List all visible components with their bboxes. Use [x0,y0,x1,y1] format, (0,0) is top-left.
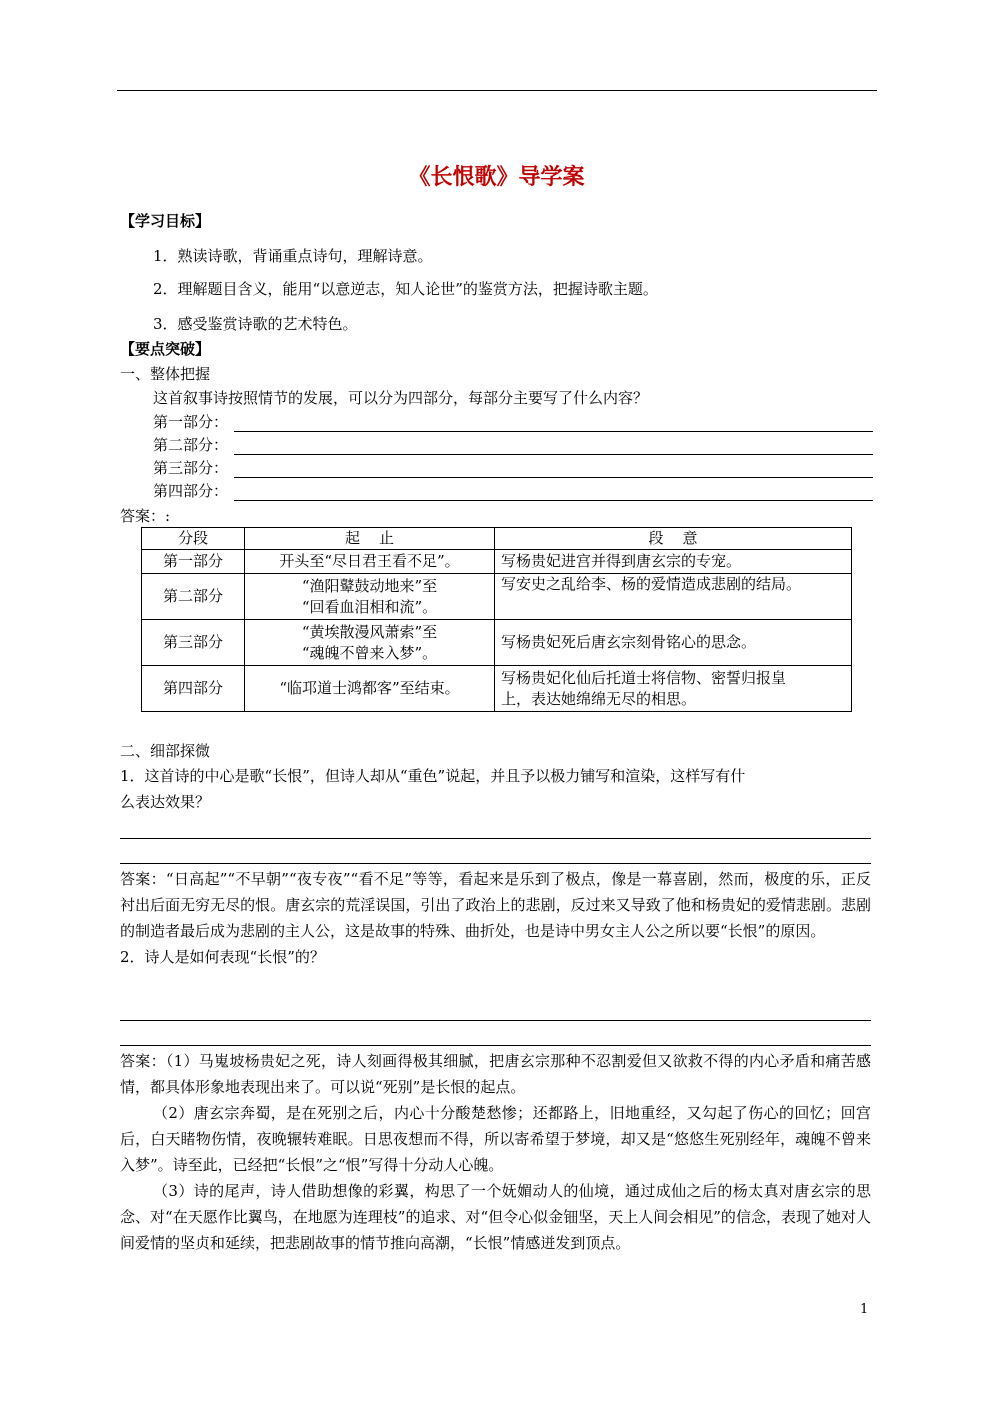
blank-line [234,417,873,432]
table-header: 分段 [142,528,245,550]
segment-cell: 第二部分 [142,574,245,620]
blank-line [234,463,873,478]
blank-row [153,434,873,455]
meaning-line: 上，表达她绵绵无尽的相思。 [501,689,697,708]
structure-question: 这首叙事诗按照情节的发展，可以分为四部分，每部分主要写了什么内容？ [153,389,649,407]
table-header-row [142,528,852,550]
table-row [142,574,852,620]
segment-cell: 第三部分 [142,620,245,666]
question-2: 2．诗人是如何表现“长恨”的？ [120,948,325,966]
range-line: “回看血泪相和流”。 [301,597,438,616]
answer-2-paragraph: （3）诗的尾声，诗人借助想像的彩翼，构思了一个妩媚动人的仙境，通过成仙之后的杨太真对唐玄宗的思念、对“在天愿作比翼鸟，在地愿为连理枝”的追求、对“但令心似金钿坚，天上人间会相见”的信念，表现了她对人间爱情的坚贞和延续，把悲剧故事的情节推向高潮，“长恨”情感迸发到顶点。 [120,1182,871,1252]
table-row [142,550,852,574]
blank-row [153,480,873,501]
range-line: “魂魄不曾来入梦”。 [301,643,438,662]
meaning-line: 写安史之乱给李、杨的爱情造成悲剧的结局。 [501,575,802,593]
table-header: 起 止 [245,528,495,550]
answer-2-paragraph: （2）唐玄宗奔蜀，是在死别之后，内心十分酸楚愁惨；还都路上，旧地重经，又勾起了伤心的回忆；回宫后，白天睹物伤情，夜晚辗转难眠。日思夜想而不得，所以寄希望于梦境，却又是“悠悠生死别经年，魂魄不曾来入梦”。诗至此，已经把“长恨”之“恨”写得十分动人心魄。 [120,1104,871,1174]
blank-label: 第四部分： [153,482,229,500]
segment-cell: 第一部分 [142,550,245,574]
meaning-line: 写杨贵妃化仙后托道士将信物、密誓归报皇 [501,668,787,687]
blank-row [153,457,873,478]
meaning-cell [495,574,852,620]
blank-line [234,486,873,501]
range-line: 开头至“尽日君王看不足”。 [279,552,460,570]
objective-item: 2．理解题目含义，能用“以意逆志，知人论世”的鉴赏方法，把握诗歌主题。 [153,280,658,298]
answer-line [120,1045,871,1046]
keypoints-heading: 【要点突破】 [120,340,211,358]
segment-table [141,527,852,712]
meaning-cell [495,666,852,712]
blank-line [234,440,873,455]
answer-line [120,838,871,839]
range-cell [245,574,495,620]
objectives-heading: 【学习目标】 [120,212,211,230]
answer-1 [120,866,871,970]
range-line: “临邛道士鸿都客”至结束。 [279,679,460,697]
table-row [142,620,852,666]
blank-label: 第一部分： [153,413,229,431]
range-line: “黄埃散漫风萧索”至 [301,622,438,641]
page-title: 《长恨歌》导学案 [408,164,585,190]
header-rule [117,90,877,91]
objective-item: 1．熟读诗歌，背诵重点诗句，理解诗意。 [153,247,433,265]
table-row [142,666,852,712]
blank-label: 第二部分： [153,436,229,454]
answer-line [120,1020,871,1021]
table-header: 段 意 [495,528,852,550]
blank-row [153,411,873,432]
meaning-cell [495,620,852,666]
answer-2 [120,1048,871,1256]
meaning-line: 写杨贵妃进宫并得到唐玄宗的专宠。 [501,552,742,570]
range-cell [245,550,495,574]
answer-1-text: 答案：“日高起”“不早朝”“夜专夜”“看不足”等等，看起来是乐到了极点，像是一幕喜剧，然而，极度的乐，正反衬出后面无穷无尽的恨。唐玄宗的荒淫误国，引出了政治上的悲剧，反过来又导致了他和杨贵妃的爱情悲剧。悲剧的制造者最后成为悲剧的主人公，这是故事的特殊、曲折处，也是诗中男女主人公之所以要“长恨”的原因。 [120,870,871,940]
meaning-cell [495,550,852,574]
answer-line [120,863,871,864]
question-1-line: 么表达效果？ [120,793,211,811]
objective-item: 3．感受鉴赏诗歌的艺术特色。 [153,315,358,333]
answer-label: 答案：: [120,507,171,525]
meaning-line: 写杨贵妃死后唐玄宗刻骨铭心的思念。 [501,633,757,651]
part2-title: 二、细部探微 [120,742,211,760]
segment-cell: 第四部分 [142,666,245,712]
range-cell [245,666,495,712]
range-cell [245,620,495,666]
answer-2-paragraph: 答案：（1）马嵬坡杨贵妃之死，诗人刻画得极其细腻，把唐玄宗那种不忍割爱但又欲救不得的内心矛盾和痛苦感情，都具体形象地表现出来了。可以说“死别”是长恨的起点。 [120,1052,871,1096]
part1-title: 一、整体把握 [120,365,211,383]
question-1-line: 1．这首诗的中心是歌“长恨”，但诗人却从“重色”说起，并且予以极力铺写和渲染，这样写有什 [120,767,746,785]
page-number: 1 [860,1302,869,1317]
range-line: “渔阳鼙鼓动地来”至 [301,576,438,595]
blank-label: 第三部分： [153,459,229,477]
